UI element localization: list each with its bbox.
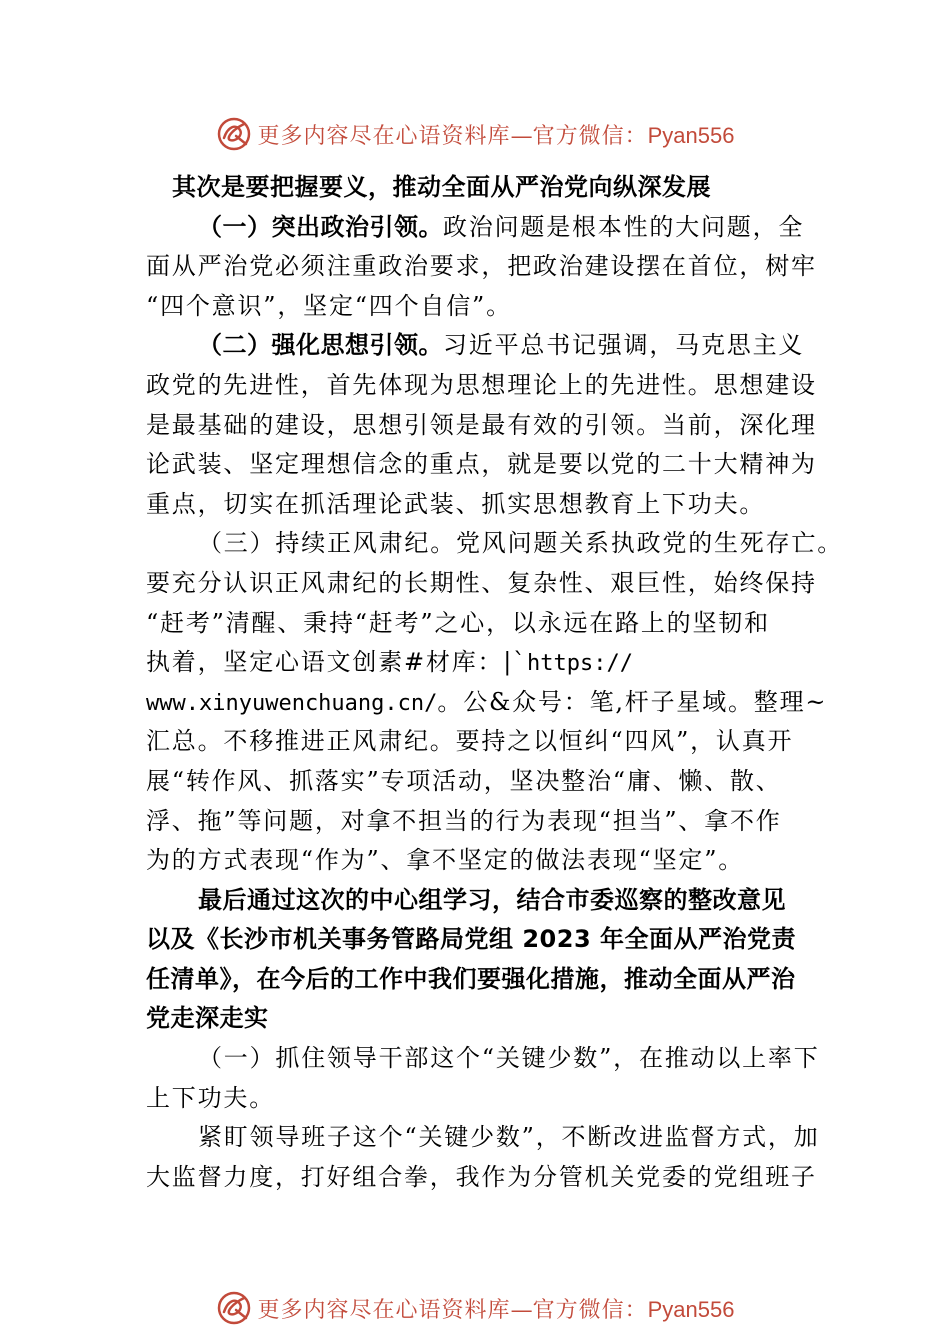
paragraph-line: 大监督力度，打好组合拳，我作为分管机关党委的党组班子: [146, 1162, 817, 1191]
signature-seal-logo-icon: [216, 1290, 252, 1326]
header-watermark-banner: [0, 114, 950, 154]
section-heading-line: 任清单》，在今后的工作中我们要强化措施，推动全面从严治: [146, 964, 796, 993]
paragraph-line: 是最基础的建设，思想引领是最有效的引领。当前，深化理: [146, 410, 817, 439]
paragraph-line: [146, 643, 810, 683]
banner-main-text: 更多内容尽在心语资料库: [257, 123, 511, 149]
banner-wechat-label: 官方微信：: [532, 1297, 648, 1323]
url-text: www.xinyuwenchuang.cn/: [146, 690, 438, 716]
paragraph-line: 汇总。不移推进正风肃纪。要持之以恒纠“四风”，认真开: [146, 727, 794, 756]
footer-watermark-banner: [0, 1288, 950, 1328]
paragraph-line: 政党的先进性，首先体现为思想理论上的先进性。思想建设: [146, 370, 817, 399]
paragraph-text: 政治问题是根本性的大问题，全: [443, 212, 805, 241]
document-body: [146, 168, 843, 1197]
paragraph-line: 面从严治党必须注重政治要求，把政治建设摆在首位，树牢: [146, 252, 817, 281]
paragraph-line: [146, 326, 810, 366]
section-heading: 其次是要把握要义，推动全面从严治党向纵深发展: [172, 173, 711, 201]
paragraph-line: 展“转作风、抓落实”专项活动，坚决整治“庸、懒、散、: [146, 766, 782, 795]
banner-main-text: 更多内容尽在心语资料库: [257, 1297, 511, 1323]
paragraph-line: “赶考”清醒、秉持“赶考”之心，以永远在路上的坚韧和: [146, 608, 770, 637]
paragraph-line: （一）抓住领导干部这个“关键少数”，在推动以上率下: [198, 1044, 820, 1073]
paragraph-line: [146, 683, 828, 723]
paragraph-title: （一）突出政治引领。: [198, 212, 443, 241]
banner-separator: —: [510, 1297, 533, 1323]
banner-wechat-id: Pyan556: [647, 122, 735, 148]
paragraph-line: （三）持续正风肃纪。党风问题关系执政党的生死存亡。: [198, 529, 843, 558]
paragraph-line: 浮、拖”等问题，对拿不担当的行为表现“担当”、拿不作: [146, 806, 782, 835]
paragraph-text: 。公&众号：笔,杆子星域。整理~: [437, 687, 828, 716]
paragraph-line: 为的方式表现“作为”、拿不坚定的做法表现“坚定”。: [146, 846, 745, 875]
paragraph-text: 执着，坚定心语文创素#材库：|`: [146, 648, 527, 677]
section-heading-line: 以及《长沙市机关事务管路局党组 2023 年全面从严治党责: [146, 925, 797, 954]
paragraph-line: 论武装、坚定理想信念的重点，就是要以党的二十大精神为: [146, 450, 817, 479]
section-heading-line: 最后通过这次的中心组学习，结合市委巡察的整改意见: [198, 885, 786, 914]
banner-wechat-label: 官方微信：: [532, 123, 648, 149]
paragraph-line: 上下功夫。: [146, 1083, 275, 1112]
paragraph-line: [146, 208, 810, 248]
section-heading-line: 党走深走实: [146, 1004, 269, 1033]
banner-text: [258, 1293, 735, 1324]
paragraph-line: “四个意识”，坚定“四个自信”。: [146, 291, 512, 320]
paragraph-title: （二）强化思想引领。: [198, 331, 443, 360]
signature-seal-logo-icon: [216, 116, 252, 152]
banner-wechat-id: Pyan556: [647, 1296, 735, 1322]
banner-text: [258, 119, 735, 150]
paragraph-text: 习近平总书记强调，马克思主义: [443, 331, 805, 360]
banner-separator: —: [510, 123, 533, 149]
paragraph-line: 重点，切实在抓活理论武装、抓实思想教育上下功夫。: [146, 489, 766, 518]
paragraph-line: 紧盯领导班子这个“关键少数”，不断改进监督方式，加: [198, 1123, 820, 1152]
paragraph-line: 要充分认识正风肃纪的长期性、复杂性、艰巨性，始终保持: [146, 568, 817, 597]
url-text: https://: [527, 651, 633, 677]
